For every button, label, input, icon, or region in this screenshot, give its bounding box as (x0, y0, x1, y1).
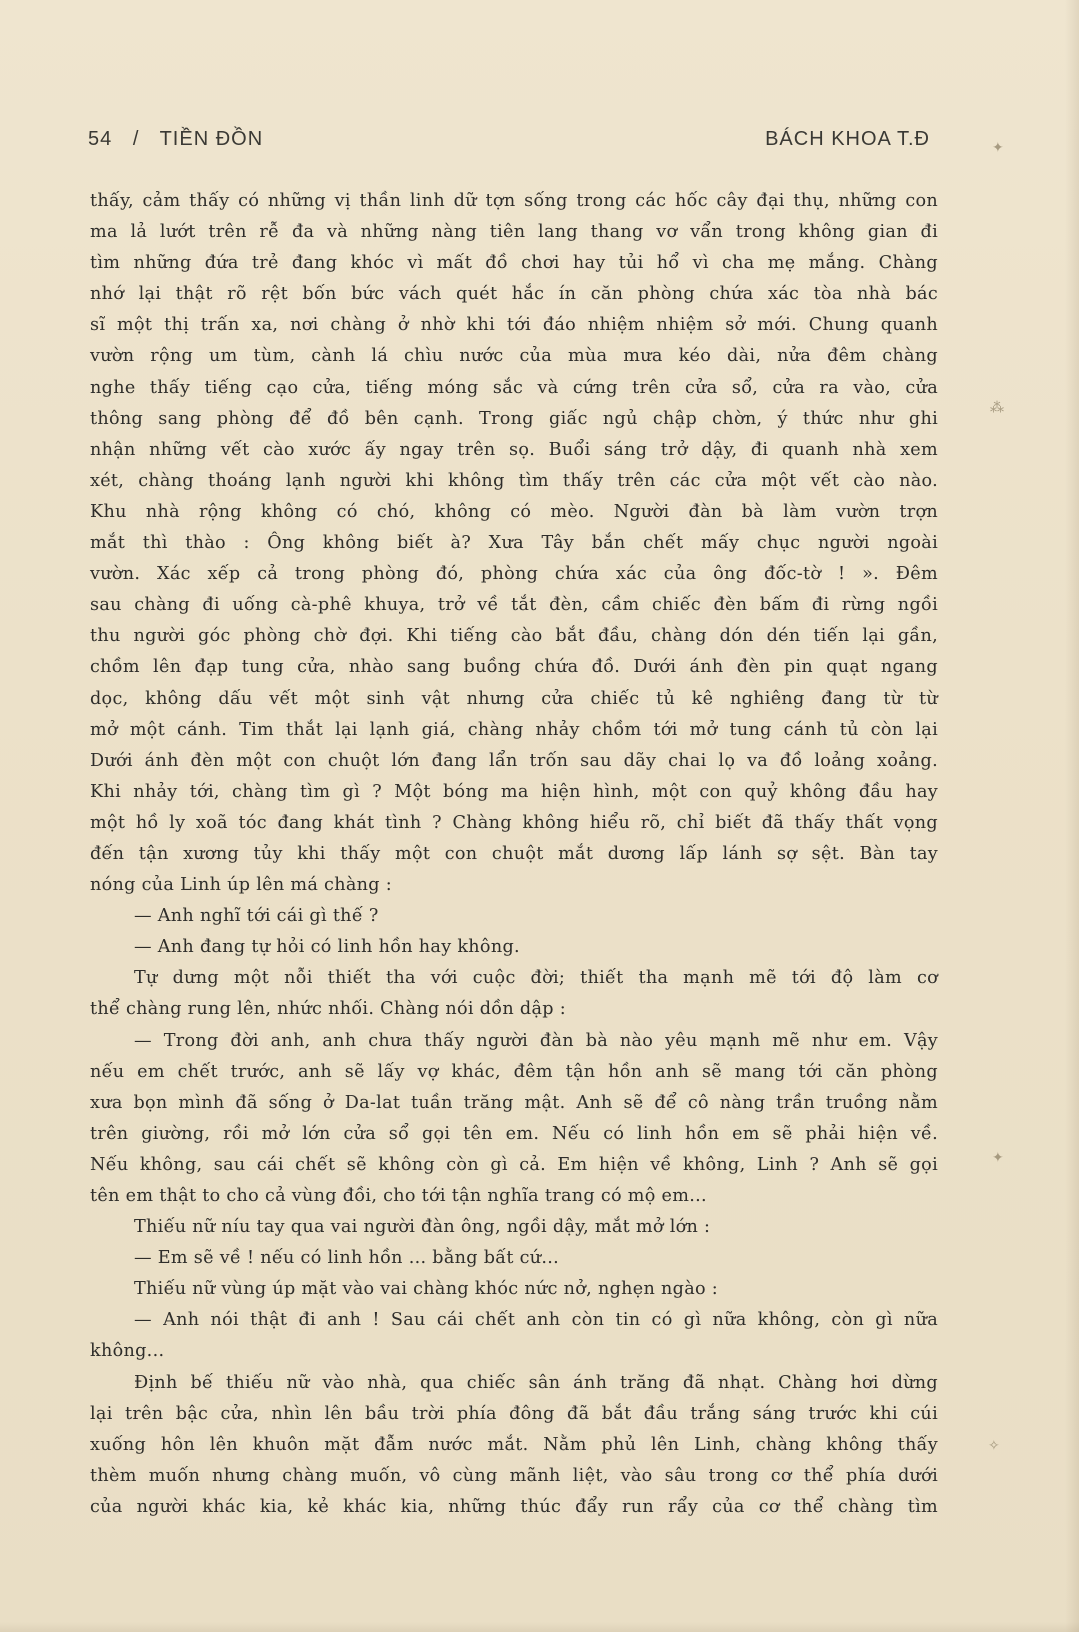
text-line: — Anh nói thật đi anh ! Sau cái chết anh còn tin có gì nữa không, còn gì nữa (134, 1310, 938, 1331)
running-header (88, 128, 930, 158)
margin-smudge: ⁂ (990, 400, 1004, 416)
page-number: 54 (88, 128, 113, 150)
text-line: thể chàng rung lên, nhức nhối. Chàng nói dồn dập : (90, 999, 566, 1020)
text-line: Nếu không, sau cái chết sẽ không còn gì cả. Em hiện về không, Linh ? Anh sẽ gọi (90, 1154, 938, 1175)
text-line: tìm những đứa trẻ đang khóc vì mất đồ chơi hay tủi hổ vì cha mẹ mắng. Chàng (90, 253, 938, 274)
text-line: không... (90, 1341, 165, 1362)
text-line: Thiếu nữ vùng úp mặt vào vai chàng khóc nức nở, nghẹn ngào : (134, 1279, 718, 1300)
running-head-title: BÁCH KHOA T.Đ (765, 128, 930, 150)
text-line: dọc, không dấu vết một sinh vật nhưng cửa chiếc tủ kê nghiêng đang từ từ (90, 688, 938, 709)
text-line: — Trong đời anh, anh chưa thấy người đàn bà nào yêu mạnh mẽ như em. Vậy (134, 1030, 938, 1051)
text-line: Định bế thiếu nữ vào nhà, qua chiếc sân ánh trăng đã nhạt. Chàng hơi dừng (134, 1372, 938, 1393)
text-line: thèm muốn nhưng chàng muốn, vô cùng mãnh liệt, vào sâu trong cơ thể phía dưới (90, 1465, 938, 1486)
text-line: sau chàng đi uống cà-phê khuya, trở về tắt đèn, cầm chiếc đèn bấm đi rừng ngồi (90, 595, 938, 616)
margin-smudge: ✦ (992, 140, 1004, 156)
text-line: Thiếu nữ níu tay qua vai người đàn ông, ngồi dậy, mắt mở lớn : (134, 1217, 711, 1238)
text-line: — Anh đang tự hỏi có linh hồn hay không. (134, 937, 520, 958)
text-line: Tự dưng một nỗi thiết tha với cuộc đời; thiết tha mạnh mẽ tới độ làm cơ (134, 968, 938, 989)
text-line: sĩ một thị trấn xa, nơi chàng ở nhờ khi tới đáo nhiệm nhiệm sở mới. Chung quanh (90, 315, 938, 336)
text-line: Dưới ánh đèn một con chuột lớn đang lẩn trốn sau dãy chai lọ va đồ loảng xoảng. (90, 750, 938, 771)
text-line: xưa bọn mình đã sống ở Da-lat tuần trăng mật. Anh sẽ để cô nàng trần truồng nằm (90, 1092, 938, 1113)
text-line: nếu em chết trước, anh sẽ lấy vợ khác, đêm tận hồn anh sẽ mang tới căn phòng (90, 1061, 938, 1082)
page-edge-shadow (1065, 0, 1079, 1632)
text-line: vườn rộng um tùm, cành lá chìu nước của mùa mưa kéo dài, nửa đêm chàng (90, 346, 938, 367)
text-line: chồm lên đạp tung cửa, nhào sang buồng chứa đồ. Dưới ánh đèn pin quạt ngang (90, 657, 938, 678)
margin-smudge: ✧ (988, 1438, 1000, 1454)
text-line: vườn. Xác xếp cả trong phòng đó, phòng chứa xác của ông đốc-tờ ! ». Đêm (90, 564, 938, 585)
text-line: nóng của Linh úp lên má chàng : (90, 875, 392, 896)
margin-smudge: ✦ (992, 1150, 1004, 1166)
text-line: lại trên bậc cửa, nhìn lên bầu trời phía đông đã bắt đầu trắng sáng trước khi cúi (90, 1403, 938, 1424)
header-left (88, 128, 263, 151)
text-line: thông sang phòng để đồ bên cạnh. Trong giấc ngủ chập chờn, ý thức như ghi (90, 408, 938, 429)
text-line: nhớ lại thật rõ rệt bốn bức vách quét hắc ín căn phòng chứa xác tòa nhà bác (90, 284, 938, 305)
page-bottom-shadow (0, 1622, 1079, 1632)
text-line: một hồ ly xoã tóc đang khát tình ? Chàng không hiểu rõ, chỉ biết đã thấy thất vọng (90, 812, 938, 833)
text-line: — Em sẽ về ! nếu có linh hồn ... bằng bất cứ... (134, 1248, 560, 1269)
body-text (90, 186, 938, 1523)
text-line: mở một cánh. Tim thắt lại lạnh giá, chàng nhảy chồm tới mở tung cánh tủ còn lại (90, 719, 938, 740)
text-line: tên em thật to cho cả vùng đồi, cho tới tận nghĩa trang có mộ em... (90, 1186, 707, 1206)
text-line: mắt thì thào : Ông không biết à? Xưa Tây bắn chết mấy chục người ngoài (90, 533, 938, 554)
text-line: đến tận xương tủy khi thấy một con chuột mắt dương lấp lánh sợ sệt. Bàn tay (90, 843, 938, 864)
text-line: xét, chàng thoáng lạnh người khi không tìm thấy trên các cửa một vết cào nào. (90, 470, 938, 491)
section-title: TIỀN ĐỒN (159, 128, 264, 150)
text-line: ma lả lướt trên rễ đa và những nàng tiên lang thang vơ vẩn trong không gian đi (90, 222, 938, 243)
text-line: — Anh nghĩ tới cái gì thế ? (134, 906, 379, 927)
text-line: nghe thấy tiếng cạo cửa, tiếng móng sắc và cứng trên cửa sổ, cửa ra vào, cửa (90, 377, 938, 398)
text-line: trên giường, rồi mở lớn cửa sổ gọi tên em. Nếu có linh hồn em sẽ phải hiện về. (90, 1123, 938, 1144)
text-line: của người khác kia, kẻ khác kia, những thúc đẩy run rẩy của cơ thể chàng tìm (90, 1496, 938, 1517)
text-line: Khu nhà rộng không có chó, không có mèo. Người đàn bà làm vườn trợn (90, 501, 938, 522)
text-line: Khi nhảy tới, chàng tìm gì ? Một bóng ma hiện hình, một con quỷ không đầu hay (90, 781, 938, 802)
text-line: thu người góc phòng chờ đợi. Khi tiếng cào bắt đầu, chàng dón dén tiến lại gần, (90, 626, 938, 647)
text-line: thấy, cảm thấy có những vị thần linh dữ tợn sống trong các hốc cây đại thụ, những con (90, 191, 938, 211)
header-separator: / (132, 128, 140, 150)
text-line: nhận những vết cào xước ấy ngay trên sọ. Buổi sáng trở dậy, đi quanh nhà xem (90, 439, 938, 460)
text-line: xuống hôn lên khuôn mặt đẫm nước mắt. Nằm phủ lên Linh, chàng không thấy (90, 1434, 938, 1455)
